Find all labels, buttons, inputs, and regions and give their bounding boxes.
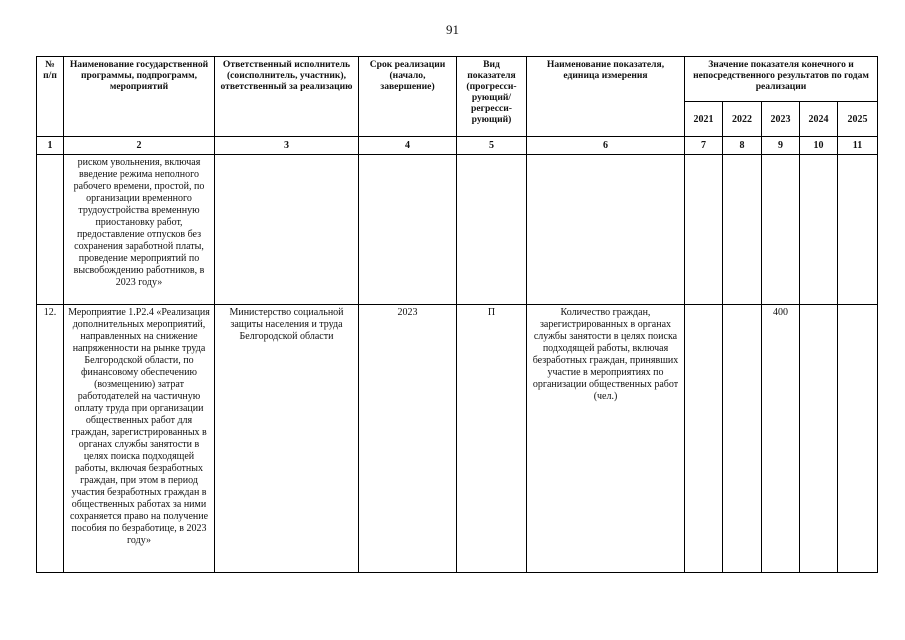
column-number: 9 [762, 137, 800, 155]
column-number: 6 [527, 137, 685, 155]
year-2023: 2023 [762, 102, 800, 137]
value-2021-cell [685, 155, 723, 305]
responsible-cell: Министерство социальной защиты населения и труда Белгородской области [215, 305, 359, 573]
column-number: 5 [457, 137, 527, 155]
value-2025-cell [838, 305, 878, 573]
header-program-name: Наименование государственной программы, подпрограмм, мероприятий [64, 57, 215, 137]
year-2024: 2024 [800, 102, 838, 137]
program-table [36, 56, 878, 573]
row-number: 12. [37, 305, 64, 573]
row-number [37, 155, 64, 305]
column-number: 8 [723, 137, 762, 155]
column-number: 2 [64, 137, 215, 155]
column-number: 7 [685, 137, 723, 155]
header-values: Значение показателя конечного и непосредственного результатов по годам реализации [685, 57, 878, 102]
header-responsible: Ответственный исполнитель (соисполнитель, участник), ответственный за реализацию [215, 57, 359, 137]
program-name-cell: риском увольнения, включая введение режима неполного рабочего времени, простой, по организации временного трудоустройства временную приостановку работ, предоставление отпусков без сохранения заработной платы, проведение мероприятий по высвобождению работников, в 2023 году» [64, 155, 215, 305]
indicator-name-cell [527, 155, 685, 305]
period-cell [359, 155, 457, 305]
period-cell: 2023 [359, 305, 457, 573]
header-indicator-kind: Вид показателя (прогресси-рующий/ регресси-рующий) [457, 57, 527, 137]
value-2022-cell [723, 155, 762, 305]
value-2021-cell [685, 305, 723, 573]
value-2022-cell [723, 305, 762, 573]
year-2022: 2022 [723, 102, 762, 137]
responsible-cell [215, 155, 359, 305]
header-row [37, 57, 878, 102]
column-number: 4 [359, 137, 457, 155]
page-number: 91 [446, 22, 459, 37]
value-2023-cell [762, 155, 800, 305]
header-num: № п/п [37, 57, 64, 137]
column-number: 10 [800, 137, 838, 155]
value-2024-cell [800, 305, 838, 573]
year-2021: 2021 [685, 102, 723, 137]
indicator-kind-cell [457, 155, 527, 305]
column-numbers-row [37, 137, 878, 155]
header-indicator-name: Наименование показателя, единица измерения [527, 57, 685, 137]
table-row [37, 305, 878, 573]
value-2025-cell [838, 155, 878, 305]
column-number: 3 [215, 137, 359, 155]
program-name-cell: Мероприятие 1.Р2.4 «Реализация дополнительных мероприятий, направленных на снижение напряженности на рынке труда Белгородской области, по финансовому обеспечению (возмещению) затрат работодателей на частичную оплату труда при организации общественных работ для граждан, зарегистрированных в органах службы занятости в целях поиска подходящей работы, включая безработных граждан, при этом в период участия безработных граждан в общественных работах за ними сохраняется право на получение пособия по безработице, в 2023 году» [64, 305, 215, 573]
header-period: Срок реализации (начало, завершение) [359, 57, 457, 137]
indicator-name-cell: Количество граждан, зарегистрированных в органах службы занятости в целях поиска подходящей работы, включая безработных граждан, принявших участие в мероприятиях по организации общественных работ (чел.) [527, 305, 685, 573]
value-2023-cell: 400 [762, 305, 800, 573]
table-row [37, 155, 878, 305]
column-number: 1 [37, 137, 64, 155]
year-2025: 2025 [838, 102, 878, 137]
value-2024-cell [800, 155, 838, 305]
indicator-kind-cell: П [457, 305, 527, 573]
column-number: 11 [838, 137, 878, 155]
